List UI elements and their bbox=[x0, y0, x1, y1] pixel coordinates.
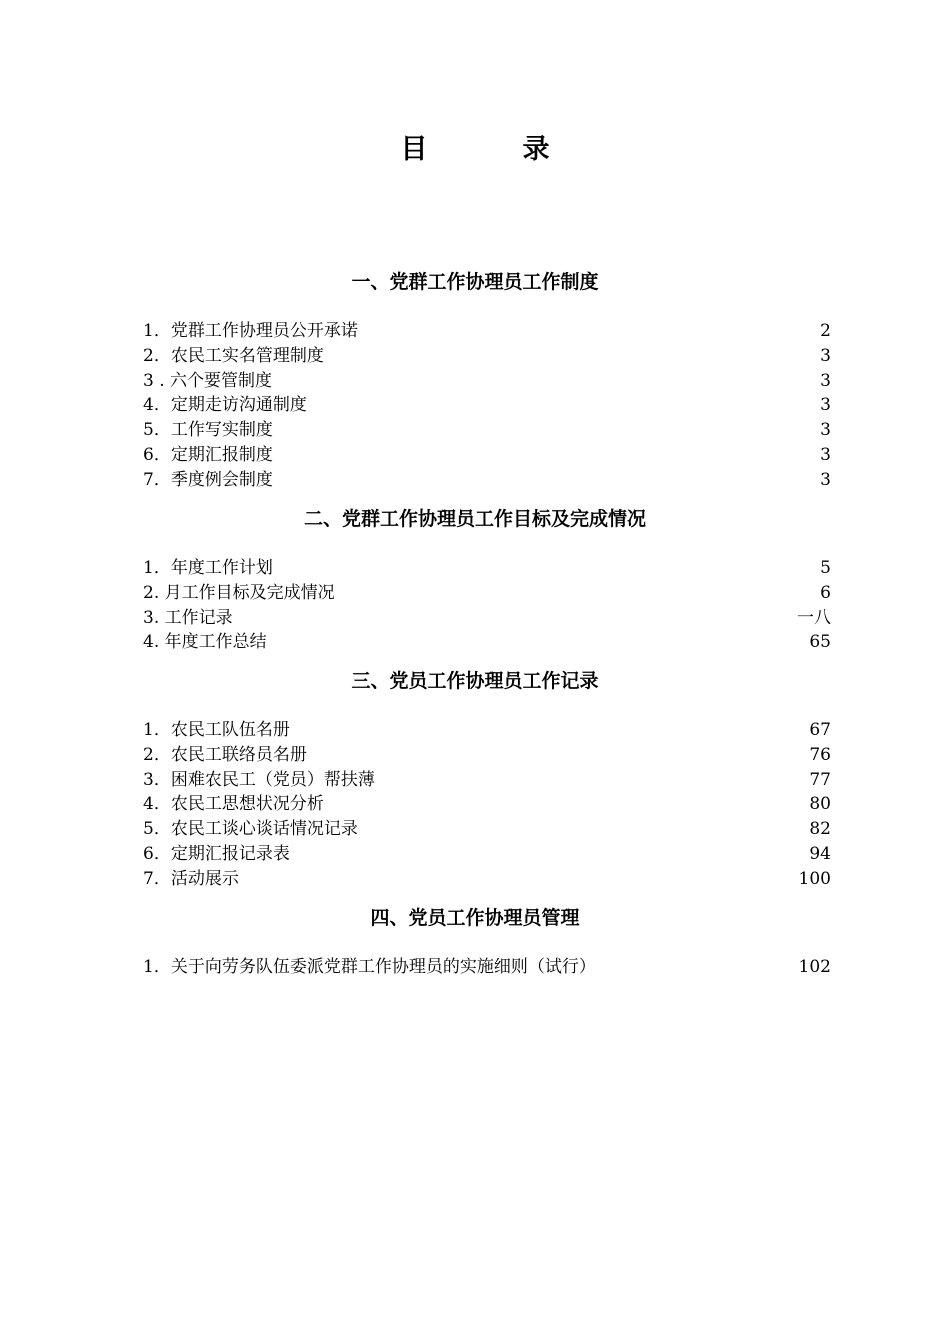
entry-label: 1．党群工作协理员公开承诺 bbox=[143, 321, 358, 341]
entry-label: 4. 年度工作总结 bbox=[143, 632, 267, 653]
entry-label: 5．农民工谈心谈话情况记录 bbox=[143, 819, 358, 840]
entry-page-number: 76 bbox=[809, 744, 831, 765]
entry-page-number: 3 bbox=[820, 469, 831, 490]
entry-page-number: 5 bbox=[820, 558, 831, 578]
toc-entry[interactable] bbox=[143, 418, 831, 443]
entry-page-number: 3 bbox=[820, 370, 831, 391]
entry-label: 6．定期汇报记录表 bbox=[143, 843, 290, 864]
toc-entry[interactable] bbox=[143, 743, 831, 768]
section-heading-1: 一、党群工作协理员工作制度 bbox=[351, 271, 599, 293]
toc-entry[interactable] bbox=[143, 319, 831, 344]
entry-label: 1．年度工作计划 bbox=[143, 558, 273, 578]
entry-page-number: 65 bbox=[809, 632, 831, 653]
entry-label: 1．农民工队伍名册 bbox=[143, 720, 290, 740]
entry-page-number: 3 bbox=[820, 395, 831, 416]
entry-page-number: 3 bbox=[820, 345, 831, 366]
entry-label: 2．农民工联络员名册 bbox=[143, 744, 307, 765]
entry-label: 4．农民工思想状况分析 bbox=[143, 794, 324, 815]
entry-page-number: 一八 bbox=[797, 607, 831, 628]
section-heading-3: 三、党员工作协理员工作记录 bbox=[351, 670, 599, 692]
section-heading-2: 二、党群工作协理员工作目标及完成情况 bbox=[303, 508, 646, 530]
section-2-entries bbox=[143, 556, 831, 655]
toc-entry[interactable] bbox=[143, 792, 831, 817]
toc-entry[interactable] bbox=[143, 955, 831, 980]
entry-page-number: 67 bbox=[809, 720, 831, 740]
entry-page-number: 77 bbox=[809, 769, 831, 790]
toc-entry[interactable] bbox=[143, 393, 831, 418]
section-4-entries bbox=[143, 955, 831, 980]
entry-page-number: 80 bbox=[809, 794, 831, 815]
entry-label: 7．季度例会制度 bbox=[143, 469, 273, 490]
entry-label: 3 . 六个要管制度 bbox=[143, 370, 273, 391]
entry-page-number: 2 bbox=[820, 321, 831, 341]
toc-entry[interactable] bbox=[143, 867, 831, 892]
entry-label: 3．困难农民工（党员）帮扶薄 bbox=[143, 769, 375, 790]
section-heading-4: 四、党员工作协理员管理 bbox=[370, 907, 580, 929]
entry-page-number: 6 bbox=[820, 582, 831, 603]
entry-page-number: 3 bbox=[820, 420, 831, 441]
entry-page-number: 94 bbox=[809, 843, 831, 864]
toc-entry[interactable] bbox=[143, 630, 831, 655]
entry-page-number: 102 bbox=[798, 957, 831, 977]
entry-page-number: 100 bbox=[798, 868, 831, 889]
entry-label: 2. 月工作目标及完成情况 bbox=[143, 582, 335, 603]
toc-entry[interactable] bbox=[143, 556, 831, 581]
entry-label: 6．定期汇报制度 bbox=[143, 444, 273, 465]
toc-entry[interactable] bbox=[143, 768, 831, 793]
toc-entry[interactable] bbox=[143, 369, 831, 394]
toc-entry[interactable] bbox=[143, 718, 831, 743]
entry-label: 7．活动展示 bbox=[143, 868, 239, 889]
entry-label: 4．定期走访沟通制度 bbox=[143, 395, 307, 416]
toc-entry[interactable] bbox=[143, 468, 831, 493]
toc-entry[interactable] bbox=[143, 817, 831, 842]
entry-page-number: 3 bbox=[820, 444, 831, 465]
toc-entry[interactable] bbox=[143, 443, 831, 468]
section-3-entries bbox=[143, 718, 831, 892]
entry-label: 1．关于向劳务队伍委派党群工作协理员的实施细则（试行） bbox=[143, 957, 596, 977]
toc-entry[interactable] bbox=[143, 344, 831, 369]
entry-label: 5．工作写实制度 bbox=[143, 420, 273, 441]
toc-entry[interactable] bbox=[143, 842, 831, 867]
entry-page-number: 82 bbox=[809, 819, 831, 840]
toc-entry[interactable] bbox=[143, 606, 831, 631]
entry-label: 3. 工作记录 bbox=[143, 607, 233, 628]
section-1-entries bbox=[143, 319, 831, 493]
page-title: 目 录 bbox=[400, 134, 584, 165]
toc-entry[interactable] bbox=[143, 581, 831, 606]
entry-label: 2．农民工实名管理制度 bbox=[143, 345, 324, 366]
